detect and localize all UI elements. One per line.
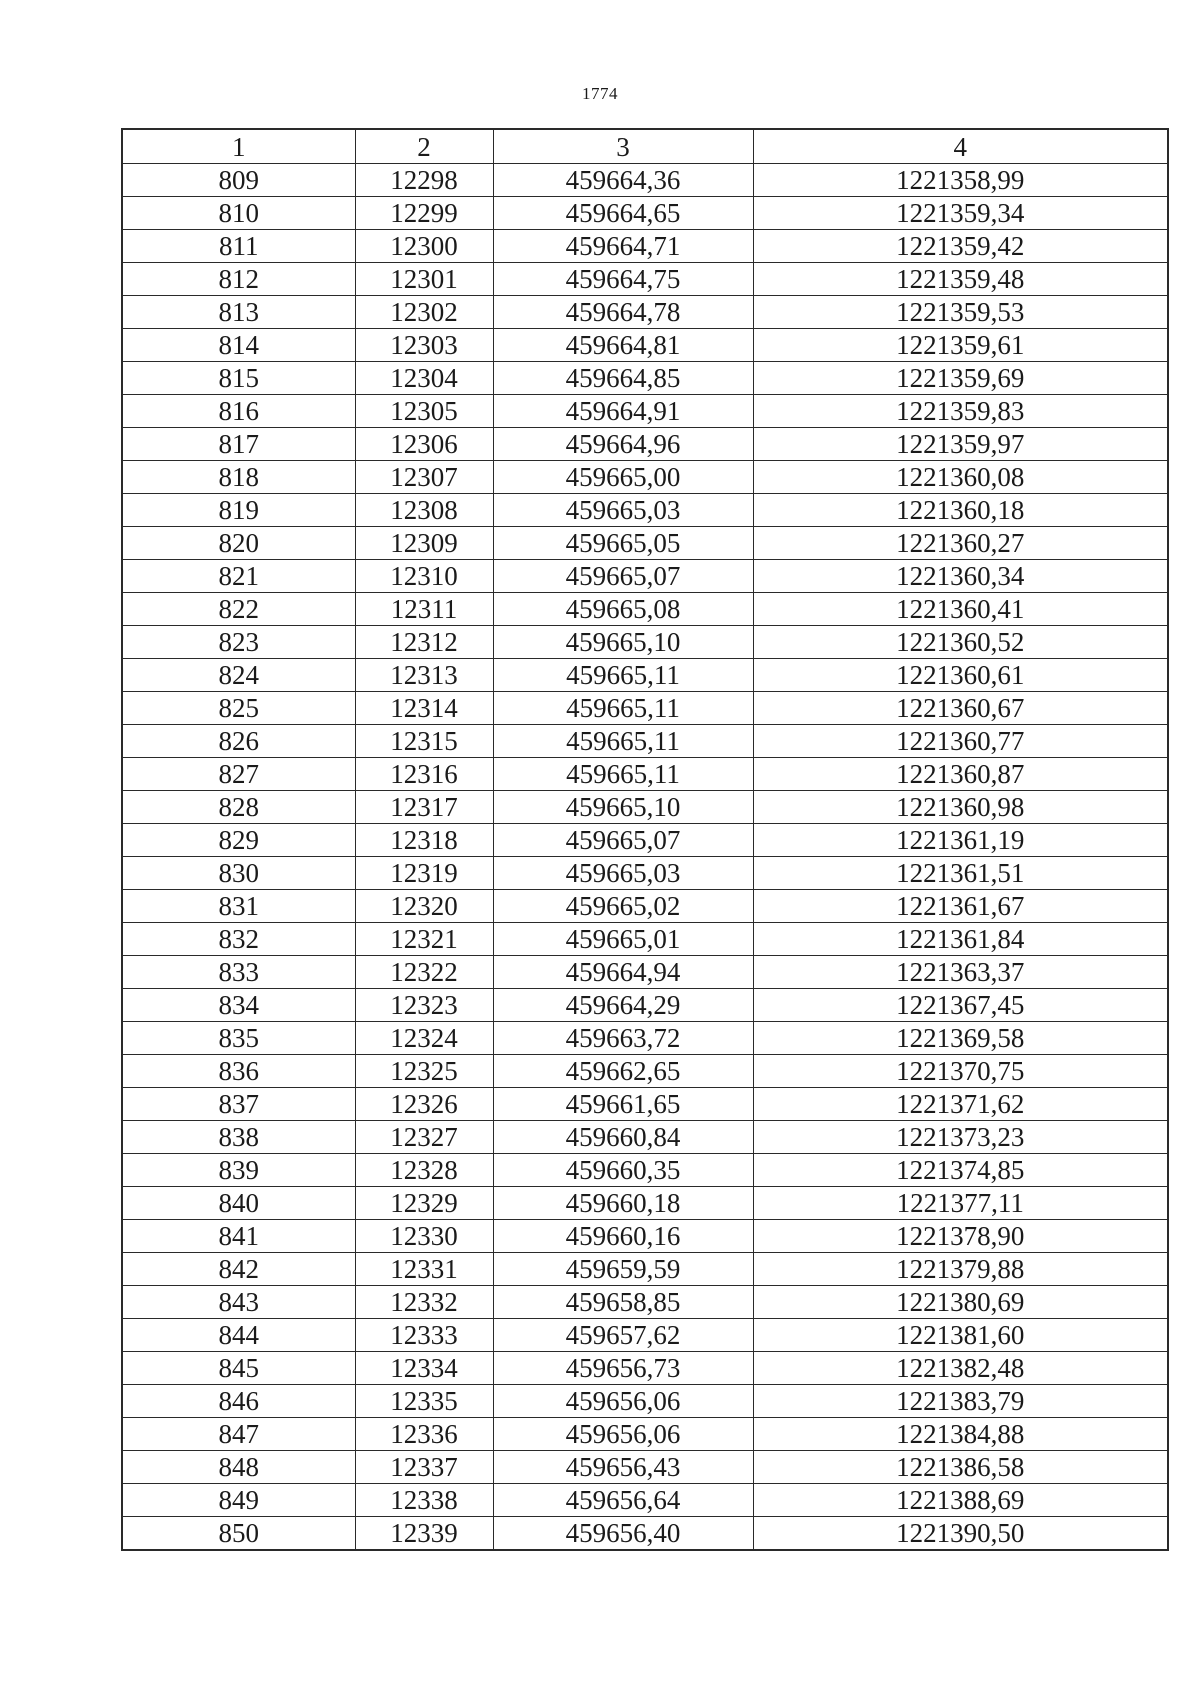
table-cell-col-1: 810	[122, 197, 355, 230]
table-cell-col-1: 815	[122, 362, 355, 395]
table-cell-col-1: 847	[122, 1418, 355, 1451]
table-cell-col-4: 1221359,83	[753, 395, 1168, 428]
table-cell-col-4: 1221380,69	[753, 1286, 1168, 1319]
table-cell-col-4: 1221361,19	[753, 824, 1168, 857]
table-row	[122, 857, 1168, 890]
table-cell-col-1: 846	[122, 1385, 355, 1418]
table-cell-col-1: 818	[122, 461, 355, 494]
table-row	[122, 1385, 1168, 1418]
table-row	[122, 956, 1168, 989]
table-cell-col-4: 1221378,90	[753, 1220, 1168, 1253]
table-cell-col-2: 12299	[355, 197, 493, 230]
column-header-3: 3	[493, 129, 753, 164]
coordinates-table	[121, 128, 1169, 1551]
table-cell-col-2: 12323	[355, 989, 493, 1022]
table-cell-col-1: 823	[122, 626, 355, 659]
table-cell-col-4: 1221381,60	[753, 1319, 1168, 1352]
table-cell-col-4: 1221388,69	[753, 1484, 1168, 1517]
table-cell-col-1: 830	[122, 857, 355, 890]
table-row	[122, 362, 1168, 395]
table-row	[122, 197, 1168, 230]
table-cell-col-3: 459656,73	[493, 1352, 753, 1385]
table-row	[122, 296, 1168, 329]
table-cell-col-3: 459660,84	[493, 1121, 753, 1154]
page-number: 1774	[582, 84, 618, 103]
table-cell-col-3: 459664,75	[493, 263, 753, 296]
table-row	[122, 593, 1168, 626]
table-cell-col-1: 819	[122, 494, 355, 527]
table-cell-col-4: 1221374,85	[753, 1154, 1168, 1187]
table-row	[122, 1517, 1168, 1551]
table-cell-col-2: 12327	[355, 1121, 493, 1154]
table-row	[122, 626, 1168, 659]
table-cell-col-4: 1221367,45	[753, 989, 1168, 1022]
table-cell-col-3: 459665,11	[493, 725, 753, 758]
table-cell-col-2: 12322	[355, 956, 493, 989]
table-row	[122, 758, 1168, 791]
table-row	[122, 989, 1168, 1022]
table-cell-col-4: 1221359,48	[753, 263, 1168, 296]
table-cell-col-1: 839	[122, 1154, 355, 1187]
table-row	[122, 890, 1168, 923]
table-cell-col-4: 1221360,34	[753, 560, 1168, 593]
table-body	[122, 164, 1168, 1551]
table-cell-col-4: 1221370,75	[753, 1055, 1168, 1088]
table-cell-col-4: 1221361,67	[753, 890, 1168, 923]
table-cell-col-2: 12325	[355, 1055, 493, 1088]
table-cell-col-1: 817	[122, 428, 355, 461]
table-cell-col-4: 1221386,58	[753, 1451, 1168, 1484]
table-cell-col-4: 1221360,52	[753, 626, 1168, 659]
table-cell-col-3: 459660,16	[493, 1220, 753, 1253]
table-cell-col-4: 1221361,84	[753, 923, 1168, 956]
table-cell-col-1: 845	[122, 1352, 355, 1385]
table-row	[122, 329, 1168, 362]
table-cell-col-2: 12334	[355, 1352, 493, 1385]
table-cell-col-3: 459664,94	[493, 956, 753, 989]
table-cell-col-1: 840	[122, 1187, 355, 1220]
table-cell-col-1: 844	[122, 1319, 355, 1352]
table-cell-col-4: 1221377,11	[753, 1187, 1168, 1220]
table-row	[122, 1121, 1168, 1154]
table-cell-col-2: 12335	[355, 1385, 493, 1418]
table-cell-col-4: 1221360,67	[753, 692, 1168, 725]
table-row	[122, 1352, 1168, 1385]
table-cell-col-2: 12328	[355, 1154, 493, 1187]
table-cell-col-1: 826	[122, 725, 355, 758]
table-row	[122, 395, 1168, 428]
table-cell-col-1: 828	[122, 791, 355, 824]
table-cell-col-2: 12304	[355, 362, 493, 395]
table-cell-col-2: 12312	[355, 626, 493, 659]
table-cell-col-1: 832	[122, 923, 355, 956]
table-row	[122, 1022, 1168, 1055]
table-cell-col-1: 809	[122, 164, 355, 197]
table-cell-col-3: 459664,36	[493, 164, 753, 197]
table-cell-col-2: 12302	[355, 296, 493, 329]
table-cell-col-2: 12331	[355, 1253, 493, 1286]
table-cell-col-1: 812	[122, 263, 355, 296]
table-cell-col-3: 459656,43	[493, 1451, 753, 1484]
table-cell-col-4: 1221371,62	[753, 1088, 1168, 1121]
table-cell-col-1: 848	[122, 1451, 355, 1484]
table-cell-col-2: 12336	[355, 1418, 493, 1451]
table-cell-col-1: 829	[122, 824, 355, 857]
table-cell-col-4: 1221359,34	[753, 197, 1168, 230]
table-cell-col-2: 12305	[355, 395, 493, 428]
table-cell-col-3: 459657,62	[493, 1319, 753, 1352]
table-cell-col-2: 12332	[355, 1286, 493, 1319]
table-cell-col-1: 836	[122, 1055, 355, 1088]
table-row	[122, 461, 1168, 494]
table-cell-col-2: 12309	[355, 527, 493, 560]
table-cell-col-3: 459661,65	[493, 1088, 753, 1121]
table-cell-col-2: 12337	[355, 1451, 493, 1484]
table-cell-col-3: 459660,35	[493, 1154, 753, 1187]
table-row	[122, 1187, 1168, 1220]
header-row	[122, 129, 1168, 164]
table-cell-col-2: 12320	[355, 890, 493, 923]
table-row	[122, 1055, 1168, 1088]
table-cell-col-1: 814	[122, 329, 355, 362]
table-row	[122, 1088, 1168, 1121]
table-row	[122, 1253, 1168, 1286]
table-cell-col-4: 1221361,51	[753, 857, 1168, 890]
table-cell-col-3: 459665,10	[493, 791, 753, 824]
table-row	[122, 263, 1168, 296]
table-row	[122, 428, 1168, 461]
table-row	[122, 560, 1168, 593]
table-cell-col-2: 12316	[355, 758, 493, 791]
table-cell-col-4: 1221360,61	[753, 659, 1168, 692]
table-row	[122, 164, 1168, 197]
table-cell-col-1: 850	[122, 1517, 355, 1551]
table-cell-col-1: 822	[122, 593, 355, 626]
table-cell-col-2: 12310	[355, 560, 493, 593]
table-row	[122, 692, 1168, 725]
table-cell-col-2: 12298	[355, 164, 493, 197]
table-cell-col-2: 12314	[355, 692, 493, 725]
table-cell-col-2: 12319	[355, 857, 493, 890]
table-row	[122, 1418, 1168, 1451]
table-cell-col-4: 1221384,88	[753, 1418, 1168, 1451]
table-cell-col-4: 1221359,42	[753, 230, 1168, 263]
table-cell-col-2: 12330	[355, 1220, 493, 1253]
table-cell-col-4: 1221360,41	[753, 593, 1168, 626]
table-cell-col-4: 1221359,53	[753, 296, 1168, 329]
table-cell-col-3: 459656,06	[493, 1418, 753, 1451]
table-cell-col-2: 12338	[355, 1484, 493, 1517]
table-cell-col-4: 1221382,48	[753, 1352, 1168, 1385]
table-cell-col-4: 1221359,61	[753, 329, 1168, 362]
table-cell-col-3: 459665,01	[493, 923, 753, 956]
table-cell-col-4: 1221360,18	[753, 494, 1168, 527]
table-cell-col-1: 842	[122, 1253, 355, 1286]
table-cell-col-4: 1221360,27	[753, 527, 1168, 560]
table-cell-col-3: 459665,11	[493, 659, 753, 692]
table-cell-col-2: 12326	[355, 1088, 493, 1121]
table-row	[122, 1319, 1168, 1352]
table-cell-col-2: 12339	[355, 1517, 493, 1551]
table-cell-col-2: 12300	[355, 230, 493, 263]
table-row	[122, 725, 1168, 758]
table-cell-col-4: 1221383,79	[753, 1385, 1168, 1418]
table-cell-col-2: 12303	[355, 329, 493, 362]
table-cell-col-3: 459656,64	[493, 1484, 753, 1517]
table-cell-col-4: 1221363,37	[753, 956, 1168, 989]
table-cell-col-2: 12311	[355, 593, 493, 626]
table-cell-col-2: 12313	[355, 659, 493, 692]
table-cell-col-3: 459664,91	[493, 395, 753, 428]
table-cell-col-3: 459662,65	[493, 1055, 753, 1088]
table-cell-col-1: 838	[122, 1121, 355, 1154]
table-row	[122, 527, 1168, 560]
table-cell-col-1: 811	[122, 230, 355, 263]
table-cell-col-2: 12315	[355, 725, 493, 758]
table-cell-col-4: 1221359,97	[753, 428, 1168, 461]
table-cell-col-3: 459665,03	[493, 494, 753, 527]
table-cell-col-1: 841	[122, 1220, 355, 1253]
table-cell-col-3: 459658,85	[493, 1286, 753, 1319]
table-cell-col-3: 459665,10	[493, 626, 753, 659]
column-header-2: 2	[355, 129, 493, 164]
table-cell-col-3: 459664,78	[493, 296, 753, 329]
table-cell-col-1: 825	[122, 692, 355, 725]
table-cell-col-3: 459664,65	[493, 197, 753, 230]
table-cell-col-1: 837	[122, 1088, 355, 1121]
table-cell-col-1: 827	[122, 758, 355, 791]
table-cell-col-4: 1221358,99	[753, 164, 1168, 197]
table-cell-col-4: 1221360,98	[753, 791, 1168, 824]
table-row	[122, 1286, 1168, 1319]
table-cell-col-3: 459664,71	[493, 230, 753, 263]
table-cell-col-3: 459665,02	[493, 890, 753, 923]
table-cell-col-1: 816	[122, 395, 355, 428]
table-cell-col-3: 459665,00	[493, 461, 753, 494]
table-row	[122, 494, 1168, 527]
table-cell-col-4: 1221369,58	[753, 1022, 1168, 1055]
table-cell-col-3: 459665,05	[493, 527, 753, 560]
table-cell-col-1: 824	[122, 659, 355, 692]
table-row	[122, 1154, 1168, 1187]
table-cell-col-1: 813	[122, 296, 355, 329]
table-cell-col-1: 821	[122, 560, 355, 593]
table-cell-col-3: 459665,07	[493, 824, 753, 857]
table-row	[122, 791, 1168, 824]
table-cell-col-2: 12306	[355, 428, 493, 461]
table-cell-col-4: 1221390,50	[753, 1517, 1168, 1551]
table-cell-col-3: 459664,29	[493, 989, 753, 1022]
table-cell-col-2: 12324	[355, 1022, 493, 1055]
table-cell-col-4: 1221360,77	[753, 725, 1168, 758]
table-cell-col-3: 459665,07	[493, 560, 753, 593]
table-cell-col-1: 820	[122, 527, 355, 560]
table-row	[122, 1220, 1168, 1253]
table-header	[122, 129, 1168, 164]
table-cell-col-3: 459665,08	[493, 593, 753, 626]
table-cell-col-3: 459656,06	[493, 1385, 753, 1418]
table-row	[122, 659, 1168, 692]
table-cell-col-3: 459664,85	[493, 362, 753, 395]
table-cell-col-4: 1221379,88	[753, 1253, 1168, 1286]
table-cell-col-3: 459665,11	[493, 758, 753, 791]
table-cell-col-3: 459660,18	[493, 1187, 753, 1220]
table-cell-col-4: 1221373,23	[753, 1121, 1168, 1154]
table-row	[122, 1451, 1168, 1484]
table-cell-col-3: 459665,03	[493, 857, 753, 890]
table-cell-col-2: 12317	[355, 791, 493, 824]
table-cell-col-3: 459664,81	[493, 329, 753, 362]
table-cell-col-3: 459665,11	[493, 692, 753, 725]
table-cell-col-3: 459664,96	[493, 428, 753, 461]
table-cell-col-3: 459659,59	[493, 1253, 753, 1286]
table-cell-col-4: 1221359,69	[753, 362, 1168, 395]
table-cell-col-1: 849	[122, 1484, 355, 1517]
table-cell-col-4: 1221360,87	[753, 758, 1168, 791]
table-row	[122, 923, 1168, 956]
table-cell-col-1: 843	[122, 1286, 355, 1319]
table-row	[122, 824, 1168, 857]
table-cell-col-1: 834	[122, 989, 355, 1022]
table-cell-col-4: 1221360,08	[753, 461, 1168, 494]
table-cell-col-2: 12333	[355, 1319, 493, 1352]
table-cell-col-1: 831	[122, 890, 355, 923]
column-header-1: 1	[122, 129, 355, 164]
table-cell-col-2: 12318	[355, 824, 493, 857]
table-cell-col-2: 12307	[355, 461, 493, 494]
table-row	[122, 230, 1168, 263]
table-cell-col-2: 12329	[355, 1187, 493, 1220]
column-header-4: 4	[753, 129, 1168, 164]
table-row	[122, 1484, 1168, 1517]
table-cell-col-3: 459656,40	[493, 1517, 753, 1551]
table-cell-col-2: 12308	[355, 494, 493, 527]
table-cell-col-2: 12301	[355, 263, 493, 296]
table-cell-col-1: 835	[122, 1022, 355, 1055]
table-cell-col-3: 459663,72	[493, 1022, 753, 1055]
table-cell-col-2: 12321	[355, 923, 493, 956]
table-cell-col-1: 833	[122, 956, 355, 989]
